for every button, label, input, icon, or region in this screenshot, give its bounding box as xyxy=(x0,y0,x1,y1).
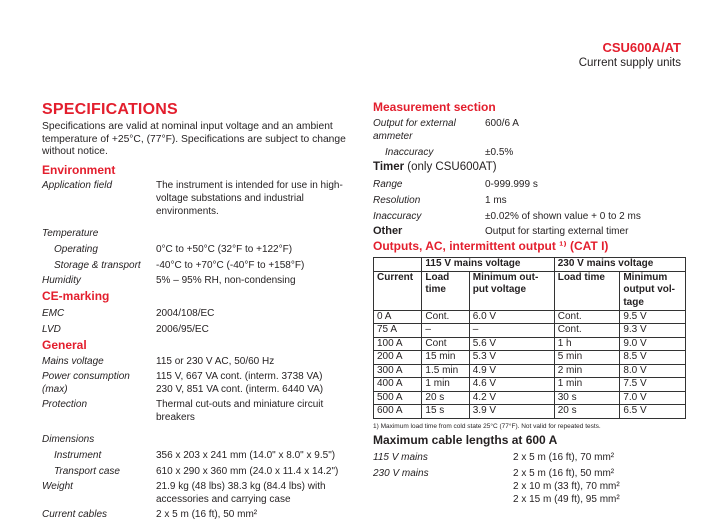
table-cell: 4.9 V xyxy=(469,364,554,378)
spec-label: Other xyxy=(373,225,403,237)
table-row xyxy=(374,405,686,419)
table-cell: 6.0 V xyxy=(469,310,554,324)
spec-value: 2 x 5 m (16 ft), 70 mm² xyxy=(513,451,615,463)
spec-value: 1 ms xyxy=(485,195,507,206)
spec-row-storage xyxy=(42,259,362,272)
spec-value xyxy=(513,467,693,506)
spec-value-line: 2 x 5 m (16 ft), 50 mm² xyxy=(513,467,615,479)
spec-value: 600/6 A xyxy=(485,118,519,129)
table-cell: 0 A xyxy=(374,310,422,324)
spec-value-line: 2 x 15 m (49 ft), 95 mm² xyxy=(513,493,620,505)
spec-value: 0-999.999 s xyxy=(485,179,538,190)
table-row xyxy=(374,378,686,392)
table-cell: 20 s xyxy=(422,391,469,405)
table-row xyxy=(374,337,686,351)
table-cell: 300 A xyxy=(374,364,422,378)
spec-label: Temperature xyxy=(42,227,99,239)
spec-label: Humidity xyxy=(42,274,81,286)
table-cell: 5.6 V xyxy=(469,337,554,351)
spec-row-230v-mains xyxy=(373,467,693,506)
spec-value: 5% – 95% RH, non-condensing xyxy=(156,274,296,286)
table-cell: 9.5 V xyxy=(620,310,686,324)
spec-label-line: Power consumption xyxy=(42,370,130,382)
timer-heading-bold: Timer xyxy=(373,161,405,173)
table-cell: Cont. xyxy=(422,310,469,324)
spec-row-cables xyxy=(42,508,362,521)
spec-row-humidity xyxy=(42,274,362,287)
spec-label: Inaccuracy xyxy=(385,147,434,158)
table-cell: 8.0 V xyxy=(620,364,686,378)
column-header: Current xyxy=(374,271,422,310)
table-cell: 8.5 V xyxy=(620,351,686,365)
column-header: Load time xyxy=(422,271,469,310)
table-cell: Cont. xyxy=(554,324,620,338)
table-cell: 400 A xyxy=(374,378,422,392)
spec-value: 2004/108/EC xyxy=(156,307,215,319)
table-cell: 6.5 V xyxy=(620,405,686,419)
spec-value: 2 x 5 m (16 ft), 50 mm² xyxy=(156,508,258,520)
table-cell: 15 min xyxy=(422,351,469,365)
spec-row-115v-mains xyxy=(373,451,693,464)
page-title: SPECIFICATIONS xyxy=(42,101,178,118)
spec-label: Transport case xyxy=(54,465,120,477)
measurement-heading: Measurement section xyxy=(373,100,496,114)
spec-row-application xyxy=(42,179,362,218)
spec-label: Operating xyxy=(54,243,98,255)
table-cell: – xyxy=(469,324,554,338)
spec-label: Inaccuracy xyxy=(373,211,422,222)
spec-label-line: (max) xyxy=(42,383,68,395)
spec-value: -40°C to +70°C (-40°F to +158°F) xyxy=(156,259,305,271)
product-name: CSU600A/AT xyxy=(602,40,681,55)
table-row xyxy=(374,391,686,405)
table-cell: 100 A xyxy=(374,337,422,351)
table-cell: 500 A xyxy=(374,391,422,405)
table-cell: 75 A xyxy=(374,324,422,338)
table-cell: 600 A xyxy=(374,405,422,419)
table-cell: 5 min xyxy=(554,351,620,365)
spec-row-protection xyxy=(42,398,362,424)
spec-row-weight xyxy=(42,480,362,506)
table-cell: 200 A xyxy=(374,351,422,365)
table-cell: 9.0 V xyxy=(620,337,686,351)
timer-heading-note: (only CSU600AT) xyxy=(404,161,497,173)
table-cell: 7.5 V xyxy=(620,378,686,392)
outputs-table xyxy=(373,257,686,419)
table-cell: 15 s xyxy=(422,405,469,419)
environment-heading: Environment xyxy=(42,162,116,177)
intro-text: Specifications are valid at nominal input voltage and an ambient temperature of +25°C, (77°F). Specifications are subject to change without notice. xyxy=(42,121,346,157)
spec-label: Protection xyxy=(42,398,88,410)
spec-label: Storage & transport xyxy=(54,259,141,271)
outputs-heading: Outputs, AC, intermittent output ¹⁾ (CAT I) xyxy=(373,239,609,253)
spec-row-power xyxy=(42,370,362,396)
spec-label xyxy=(42,370,156,396)
spec-row-resolution xyxy=(373,194,693,207)
spec-label: Output for external ammeter xyxy=(373,118,456,142)
column-header: Load time xyxy=(554,271,620,310)
right-column xyxy=(373,100,693,506)
spec-value-line: 2 x 10 m (33 ft), 70 mm² xyxy=(513,480,620,492)
spec-value: 0°C to +50°C (32°F to +122°F) xyxy=(156,243,293,255)
spec-value: Output for starting external timer xyxy=(485,226,629,237)
group-header-230v: 230 V mains voltage xyxy=(554,258,685,272)
spec-label: Resolution xyxy=(373,195,421,206)
spec-label: 230 V mains xyxy=(373,467,429,479)
spec-label: 115 V mains xyxy=(373,451,428,463)
spec-row-dimensions xyxy=(42,433,362,446)
spec-row-lvd xyxy=(42,323,362,336)
table-cell: 20 s xyxy=(554,405,620,419)
table-cell: 9.3 V xyxy=(620,324,686,338)
table-cell: 1 min xyxy=(422,378,469,392)
table-cell: 1 h xyxy=(554,337,620,351)
spec-value: The instrument is intended for use in high-voltage substations and industrial environments. xyxy=(156,179,343,217)
table-cell: 2 min xyxy=(554,364,620,378)
brand-header xyxy=(579,40,681,71)
spec-label: Mains voltage xyxy=(42,355,104,367)
spec-label: LVD xyxy=(42,323,61,335)
spec-value: ±0.02% of shown value + 0 to 2 ms xyxy=(485,211,641,222)
table-cell: – xyxy=(422,324,469,338)
spec-value xyxy=(156,370,362,396)
outputs-table-body xyxy=(374,310,686,418)
ce-marking-heading: CE-marking xyxy=(42,288,110,303)
spec-row-emc xyxy=(42,307,362,320)
table-cell: 4.2 V xyxy=(469,391,554,405)
spec-row-other xyxy=(373,225,693,238)
left-column xyxy=(42,100,362,521)
spec-label: Current cables xyxy=(42,508,108,520)
spec-value: 115 or 230 V AC, 50/60 Hz xyxy=(156,355,275,367)
table-cell: 30 s xyxy=(554,391,620,405)
spec-value: 610 x 290 x 360 mm (24.0 x 11.4 x 14.2") xyxy=(156,465,339,477)
product-subtitle: Current supply units xyxy=(578,57,681,69)
spec-value: Thermal cut-outs and miniature circuit breakers xyxy=(156,398,324,423)
spec-label: Instrument xyxy=(54,449,102,461)
spec-value: 21.9 kg (48 lbs) 38.3 kg (84.4 lbs) with accessories and carrying case xyxy=(156,480,326,505)
table-cell: 7.0 V xyxy=(620,391,686,405)
table-row xyxy=(374,324,686,338)
spec-row-range xyxy=(373,178,693,191)
table-column-header xyxy=(374,271,686,310)
spec-row-operating xyxy=(42,243,362,256)
spec-label: Weight xyxy=(42,480,73,492)
table-row xyxy=(374,310,686,324)
column-header: Minimum out-put voltage xyxy=(469,271,554,310)
table-cell: 5.3 V xyxy=(469,351,554,365)
spec-label: EMC xyxy=(42,307,65,319)
spec-label: Dimensions xyxy=(42,433,95,445)
spec-row-transport xyxy=(42,465,362,478)
spec-row-temperature xyxy=(42,227,362,240)
spec-row-mains xyxy=(42,355,362,368)
column-header: Minimum output vol-tage xyxy=(620,271,686,310)
table-cell: 3.9 V xyxy=(469,405,554,419)
spec-label: Application field xyxy=(42,179,113,191)
table-cell: Cont xyxy=(422,337,469,351)
cable-lengths-heading: Maximum cable lengths at 600 A xyxy=(373,432,558,447)
spec-value: 2006/95/EC xyxy=(156,323,209,335)
table-cell: 1.5 min xyxy=(422,364,469,378)
spec-row-instrument xyxy=(42,449,362,462)
table-cell: 1 min xyxy=(554,378,620,392)
table-row xyxy=(374,351,686,365)
table-row xyxy=(374,364,686,378)
group-header-115v: 115 V mains voltage xyxy=(422,258,554,272)
general-heading: General xyxy=(42,337,87,352)
spec-value: ±0.5% xyxy=(485,147,514,158)
table-cell: Cont. xyxy=(554,310,620,324)
spec-row-timer-inaccuracy xyxy=(373,210,693,223)
table-cell: 4.6 V xyxy=(469,378,554,392)
spec-row-output-ammeter xyxy=(373,117,693,143)
spec-value-line: 115 V, 667 VA cont. (interm. 3738 VA) xyxy=(156,370,323,382)
table-footnote: 1) Maximum load time from cold state 25°C (77°F). Not valid for repeated tests. xyxy=(373,422,601,430)
spec-value-line: 230 V, 851 VA cont. (interm. 6440 VA) xyxy=(156,383,324,395)
spec-label: Range xyxy=(373,179,403,190)
spec-value: 356 x 203 x 241 mm (14.0" x 8.0" x 9.5") xyxy=(156,449,336,461)
spec-row-measurement-inaccuracy xyxy=(373,146,693,159)
table-group-header xyxy=(374,258,686,272)
timer-heading xyxy=(373,160,693,175)
table-corner-cell xyxy=(374,258,422,272)
